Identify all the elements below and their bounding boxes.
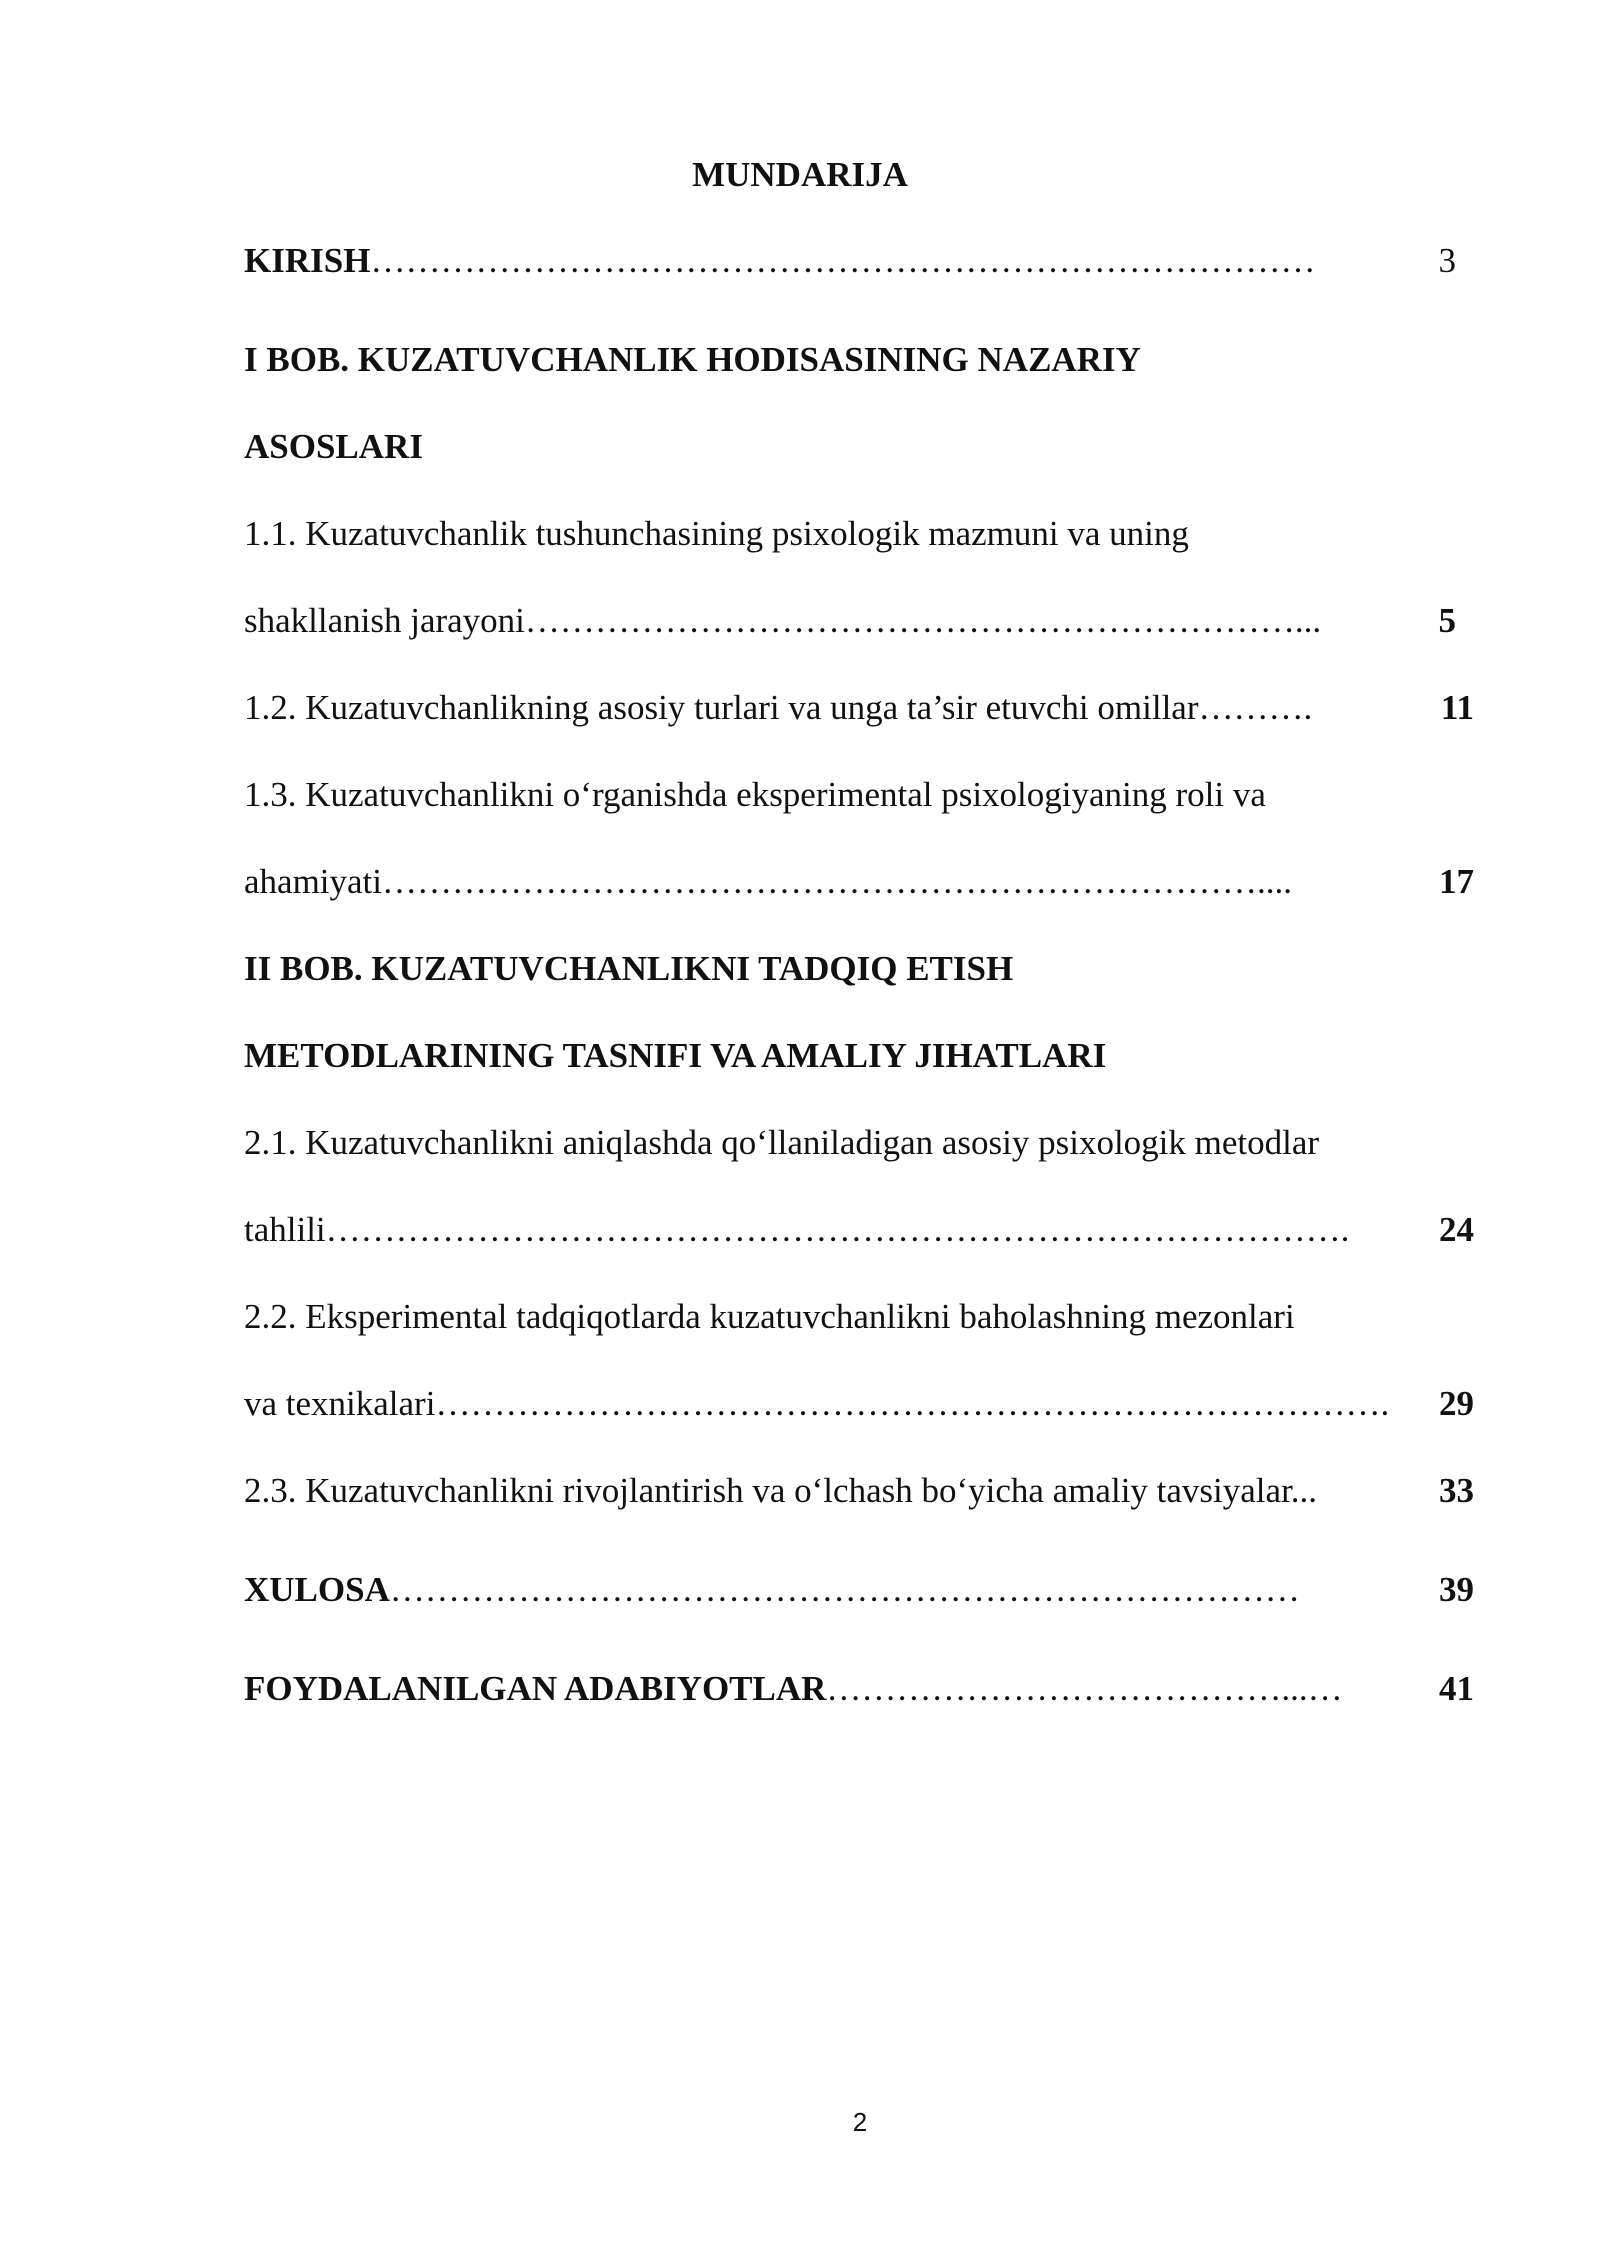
toc-page-number: 3 (1438, 241, 1456, 280)
toc-entry-2-1[interactable] (244, 1118, 1474, 1168)
toc-entry-label: METODLARINING TASNIFI VA AMALIY JIHATLARI (244, 1036, 1107, 1075)
toc-entry-label: tahlili (244, 1210, 326, 1249)
toc-chapter-heading[interactable] (244, 944, 1474, 994)
toc-page-number: 39 (1439, 1570, 1474, 1609)
toc-entry-label: XULOSA (244, 1570, 390, 1609)
toc-entry-label: va texnikalari (244, 1384, 436, 1423)
toc-entry-xulosa[interactable] (244, 1565, 1474, 1615)
toc-page-number: 5 (1438, 601, 1456, 640)
toc-entry-1-3-cont[interactable] (244, 857, 1474, 907)
toc-page-number: 24 (1439, 1210, 1474, 1249)
toc-page-number: 29 (1439, 1384, 1474, 1423)
page-number-footer: 2 (852, 2107, 868, 2137)
toc-chapter-heading[interactable] (244, 335, 1474, 385)
toc-entry-1-3[interactable] (244, 770, 1474, 820)
toc-entry-2-1-cont[interactable] (244, 1205, 1474, 1255)
toc-entry-label: 2.2. Eksperimental tadqiqotlarda kuzatuvchanlikni baholashning mezonlari (244, 1297, 1295, 1336)
toc-entry-label: shakllanish jarayoni (244, 601, 525, 640)
toc-leader-dots: …………………………………………………………... (524, 601, 1322, 640)
toc-entry-label: 1.1. Kuzatuvchanlik tushunchasining psixologik mazmuni va uning (244, 514, 1189, 553)
toc-entry-label: I BOB. KUZATUVCHANLIK HODISASINING NAZARIY (244, 340, 1141, 379)
toc-entry-adabiyotlar[interactable] (244, 1664, 1474, 1714)
toc-leader-dots: ………………………………………………………………………. (435, 1384, 1390, 1423)
toc-page-number: 41 (1439, 1669, 1474, 1708)
toc-page-number: 17 (1439, 862, 1474, 901)
toc-entry-kirish[interactable] (244, 236, 1474, 286)
toc-leader-dots: …………………………………………………………………… (389, 1570, 1300, 1609)
toc-entry-label: II BOB. KUZATUVCHANLIKNI TADQIQ ETISH (244, 949, 1014, 988)
toc-entry-label: FOYDALANILGAN ADABIYOTLAR (244, 1669, 827, 1708)
toc-page-number: 11 (1440, 688, 1474, 727)
toc-leader-dots: ………………………………………………………………….... (382, 862, 1293, 901)
toc-page-number: 33 (1439, 1471, 1474, 1510)
toc-entry-1-1[interactable] (244, 509, 1474, 559)
toc-entry-label: 2.3. Kuzatuvchanlikni rivojlantirish va o‘lchash bo‘yicha amaliy tavsiyalar... (244, 1471, 1318, 1510)
toc-entry-label: 2.1. Kuzatuvchanlikni aniqlashda qo‘llaniladigan asosiy psixologik metodlar (244, 1123, 1320, 1162)
toc-chapter-heading-cont[interactable] (244, 422, 1474, 472)
toc-leader-dots: ……………………………………………………………………………. (325, 1210, 1350, 1249)
toc-entry-label: KIRISH (244, 241, 371, 280)
toc-entry-label: ASOSLARI (244, 427, 423, 466)
toc-entry-2-2[interactable] (244, 1292, 1474, 1342)
toc-leader-dots: ………. (1198, 688, 1313, 727)
toc-entry-label: ahamiyati (244, 862, 383, 901)
toc-entry-2-2-cont[interactable] (244, 1379, 1474, 1429)
toc-entry-1-1-cont[interactable] (244, 596, 1474, 646)
toc-chapter-heading-cont[interactable] (244, 1031, 1474, 1081)
toc-title: MUNDARIJA (692, 155, 908, 194)
toc-entry-2-3[interactable] (244, 1466, 1474, 1516)
toc-entry-1-2[interactable] (244, 683, 1474, 733)
toc-leader-dots: ……………………………………………………………………… (370, 241, 1316, 280)
toc-leader-dots: …………………………………...… (826, 1669, 1343, 1708)
toc-entry-label: 1.2. Kuzatuvchanlikning asosiy turlari va unga ta’sir etuvchi omillar (244, 688, 1199, 727)
toc-entry-label: 1.3. Kuzatuvchanlikni o‘rganishda eksperimental psixologiyaning roli va (244, 775, 1266, 814)
